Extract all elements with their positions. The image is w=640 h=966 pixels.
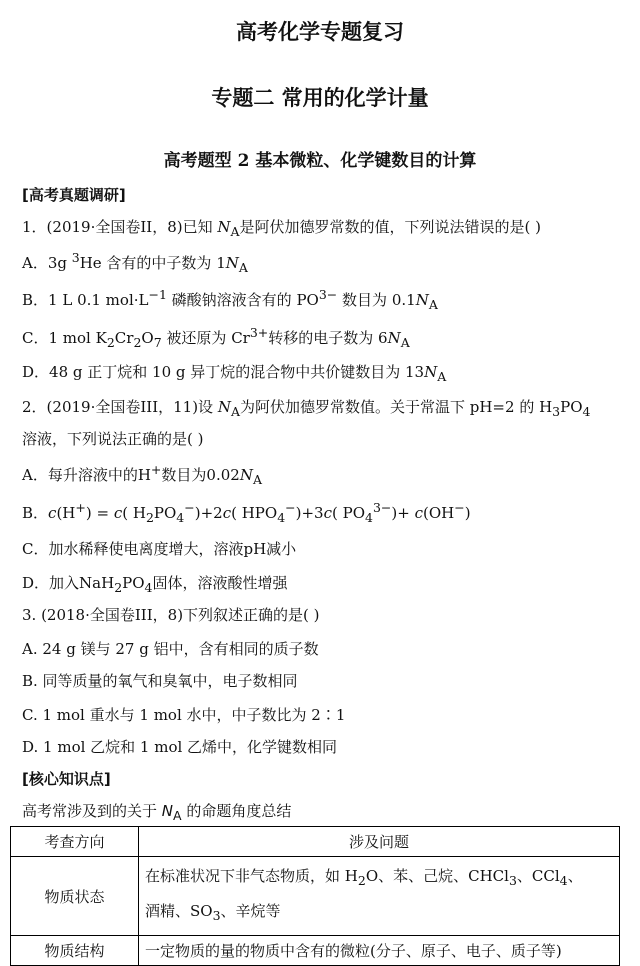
table-row — [11, 857, 620, 936]
table-header-issues: 涉及问题 — [139, 827, 620, 857]
q2-stem: 2．(2019·全国卷III，11)设 $N_A$为阿伏加德罗常数值。关于常温下 pH=2 的 $H_3PO_4$ — [22, 398, 591, 419]
survey-heading: [高考真题调研] — [22, 186, 126, 204]
section-title: 高考题型 2 基本微粒、化学键数目的计算 — [163, 151, 477, 171]
q2-option-a: A．每升溶液中的H+数目为$0.02N_A$ — [22, 462, 262, 487]
q1-option-d: D．48 g 正丁烷和 10 g 异丁烷的混合物中共价键数目为 $13N_A$ — [22, 363, 447, 384]
q2-option-d: D．加入$NaH_2PO_4$固体，溶液酸性增强 — [22, 574, 288, 595]
q3-option-b: B. 同等质量的氧气和臭氧中，电子数相同 — [22, 672, 298, 690]
document-title: 高考化学专题复习 — [236, 20, 404, 44]
core-heading: [核心知识点] — [22, 770, 111, 788]
q3-stem: 3. (2018·全国卷III，8)下列叙述正确的是( ) — [22, 606, 320, 624]
q1-option-a: A．3g $^3$He 含有的中子数为 $1N_A$ — [22, 250, 248, 275]
table-cell-label: 物质结构 — [11, 936, 139, 966]
table-cell-content: 一定物质的量的物质中含有的微粒(分子、原子、电子、质子等) — [139, 936, 620, 966]
table-cell-content: 在标准状况下非气态物质，如 $H_2O$、苯、己烷、CHCl$_3$、CCl$_4$、 酒精、$SO_3$、辛烷等 — [139, 857, 620, 936]
q3-option-d: D. 1 mol 乙烷和 1 mol 乙烯中，化学键数相同 — [22, 738, 338, 756]
table-title: 高考常涉及到的关于 $N_A$ 的命题角度总结 — [22, 802, 292, 823]
q1-option-b: B．1 L 0.1 $mol\cdot L^{-1}$ 磷酸钠溶液含有的 $PO^{3-}$ 数目为 $0.1N_A$ — [22, 287, 438, 312]
q2-option-b: B．c(H+) = c( $H_2PO_4^-)+2c$( $HPO_4^-)+3c$( $PO_4^{3-})+ c(OH^-)$ — [22, 500, 471, 525]
table-header-direction: 考查方向 — [11, 827, 139, 857]
table-header-row — [11, 827, 620, 857]
document-subtitle: 专题二 常用的化学计量 — [211, 86, 429, 110]
q3-option-c: C. 1 mol 重水与 1 mol 水中，中子数比为 2∶1 — [22, 706, 346, 724]
q2-stem-cont: 溶液，下列说法正确的是( ) — [22, 430, 204, 448]
summary-table — [10, 826, 620, 966]
q3-option-a: A. 24 g 镁与 27 g 铝中，含有相同的质子数 — [22, 640, 319, 658]
q1-stem: 1．(2019·全国卷II，8)已知 $N_A$是阿伏加德罗常数的值，下列说法错误的是( ) — [22, 218, 541, 239]
table-cell-label: 物质状态 — [11, 857, 139, 936]
table-row — [11, 936, 620, 966]
q1-option-c: C．1 mol $K_2Cr_2O_7$ 被还原为 $Cr^{3+}$转移的电子数为 $6N_A$ — [22, 325, 410, 350]
q2-option-c: C．加水稀释使电离度增大，溶液pH减小 — [22, 540, 297, 558]
